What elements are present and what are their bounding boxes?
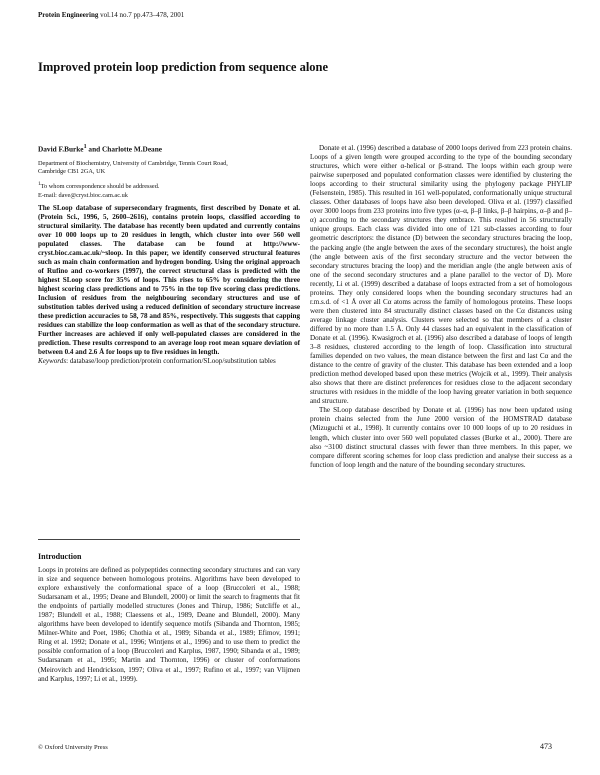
journal-header	[38, 11, 184, 19]
affiliation	[38, 160, 300, 176]
keywords-text: : database/loop prediction/protein conformation/SLoop/substitution tables	[66, 357, 276, 366]
section-divider	[38, 539, 300, 540]
correspondence-note	[38, 180, 300, 199]
body-paragraph-1: Donate et al. (1996) described a database of 2000 loops derived from 223 protein chains. Loops of a given length were grouped according to the type of the bounding secondary structures, which were either α-helical or β-strand. The loops within each group were pairwise superposed and populated conformation classes were identified by clustering the loops according to their structural similarity using the phylogeny package PHYLIP (Felsenstein, 1985). This resulted in 161 well-populated, conformationally unique structural classes. Other databases of loops have also been developed. Oliva et al. (1997) classified over 3000 loops from 233 proteins into five types (α–α, β–β links, β–β hairpins, α–β and β–α) according to the secondary structures they embrace. This resulted in 56 structurally unique groups. Each class was divided into one of 121 sub-classes according to four geometric descriptors: the distance (D) between the secondary structures bracing the loop, the packing angle (the angle between the axes of the secondary structures), the hoist angle (the angle between axis of the first secondary structure and the vector between the secondary structures bracing the loop) and the meridian angle (the angle between axis of one of the second secondary structures and a plane parallel to the vector of D). More recently, Li et al. (1999) described a database of loops extracted from a set of homologous proteins. They only considered loops when the bounding secondary structures had an r.m.s.d. of <1 Å over all Cα atoms across the family of homologous proteins. These loops were then clustered into 84 structurally distinct classes based on the Cα distances using average linkage cluster analysis. Clusters were selected so that members of a cluster differed by no more than 1.5 Å. Only 44 classes had an equivalent in the classification of Donate et al. (1996). Kwasigroch et al. (1996) also described a database of loops of length 3–8 residues, clustered according to the length of loop. Classification into structural families depended on two values, the mean distance between the first and last Cα and the distance to the centre of gravity of the cluster. This database has been extended and a loop prediction method developed based upon these metrics (Wojcik et al., 1999). Their analysis also shows that there are distinct preferences for residues close to the adjacent secondary structures with residues in the middle of the loop having greater variation in both sequence and structure.	[310, 144, 572, 406]
correspondence-text: To whom correspondence should be addressed.	[40, 183, 160, 191]
author-footnote-marker: 1	[83, 144, 87, 150]
author-name: David F.Burke	[38, 144, 84, 154]
email-address[interactable]: E-mail: dave@cryst.bioc.cam.ac.uk	[38, 191, 128, 199]
article-title: Improved protein loop prediction from sequence alone	[38, 60, 329, 74]
introduction-heading: Introduction	[38, 552, 82, 561]
right-column	[310, 144, 572, 470]
body-paragraph-2: The SLoop database described by Donate et al. (1996) has now been updated using protein chains selected from the June 2000 version of the HOMSTRAD database (Mizuguchi et al., 1998). It currently contains over 10 000 loops of up to 20 residues in length, which cluster into over 560 well populated classes (Burke et al., 2000). There are also ~3100 distinct structural classes with fewer than three members. In this paper, we compare different scoring schemes for loop class prediction and analyse their success as a function of loop length and the nature of the bounding secondary structures.	[310, 406, 572, 469]
author-line	[38, 144, 300, 153]
keywords	[38, 357, 300, 366]
affiliation-line-2: Cambridge CB1 2GA, UK	[38, 168, 106, 176]
journal-name: Protein Engineering	[38, 11, 99, 19]
left-column	[38, 144, 300, 366]
page-number: 473	[540, 742, 552, 751]
introduction-paragraph: Loops in proteins are defined as polypeptides connecting secondary structures and can vary in size and sequence between homologous proteins. Algorithms have been developed to explore exhaustively the conformational space of a loop (Bruccoleri et al., 1988; Sudarsanam et al., 1995; Deane and Blundell, 2000) or limit the search to fragments that fit the endpoints of partially modelled structures (Jones and Thirup, 1986; Sutcliffe et al., 1987; Blundell et al., 1988; Claessens et al., 1989, Deane and Blundell, 2000). Many algorithms have been developed to identify sequence motifs (Sibanda and Thornton, 1985; Milner-White and Poet, 1986; Chothia et al., 1989; Sibanda et al., 1989; Efimov, 1991; Ring et al. 1992; Donate et al., 1996; Wintjens et al., 1996) and to use them to predict the possible conformation of a loop (Bruccoleri and Karplus, 1987, 1990; Sibanda et al., 1989; Sudarsanam et al., 1995; Martin and Thornton, 1996) or cluster of conformations (Meirovitch and Hendrickson, 1997; Oliva et al., 1997; Rufino et al., 1997; van Vlijmen and Karplus, 1997; Li et al., 1999).	[38, 566, 300, 683]
co-author-name: and Charlotte M.Deane	[86, 144, 163, 154]
keywords-label: Keywords	[38, 357, 67, 366]
footnote-marker: 1	[38, 181, 41, 188]
copyright-notice: © Oxford University Press	[38, 744, 108, 751]
abstract: The SLoop database of supersecondary fragments, first described by Donate et al. (Protein Sci., 1996, 5, 2600–2616), contains protein loops, classified according to structural similarity. The database has recently been updated and currently contains over 10 000 loops up to 20 residues in length, which cluster into over 560 well populated classes. The database can be found at http://www-cryst.bioc.cam.ac.uk/~sloop. In this paper, we identify conserved structural features such as main chain conformation and hydrogen bonding. Using the original approach of Rufino and co-workers (1997), the correct structural class is predicted with the highest SLoop score for 35% of loops. This rises to 65% by considering the three highest scoring class predictions and to 75% in the top five scoring class predictions. Inclusion of residues from the neighbouring secondary structures and use of substitution tables derived using a reduced definition of secondary structure increase these prediction accuracies to 58, 78 and 85%, respectively. This suggests that capping residues can stabilize the loop conformation as well as that of the secondary structure. Further increases are achieved if only well-populated classes are considered in the prediction. These results correspond to an average loop root mean square deviation of between 0.4 and 2.6 Å for loops up to five residues in length.	[38, 203, 300, 357]
affiliation-line-1: Department of Biochemistry, University of Cambridge, Tennis Court Road,	[38, 160, 228, 168]
journal-volume-info: vol.14 no.7 pp.473–478, 2001	[98, 11, 185, 19]
